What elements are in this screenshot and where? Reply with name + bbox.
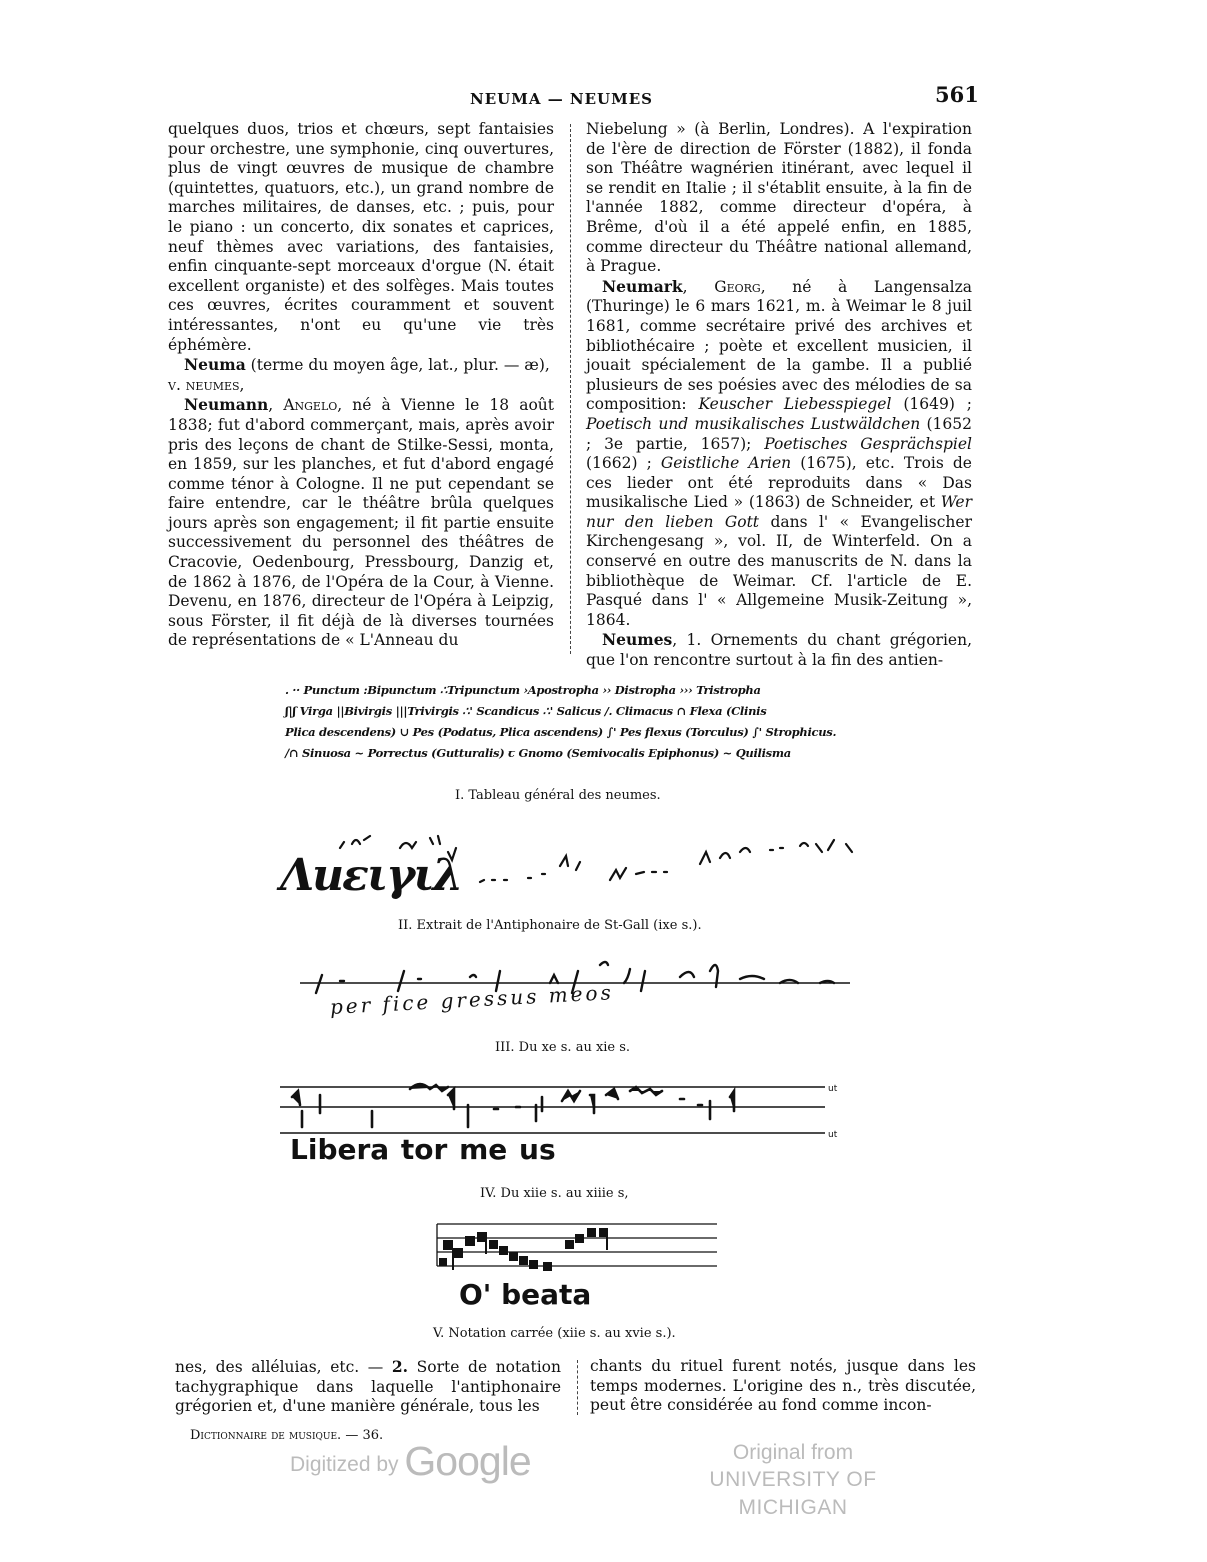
digitized-by-google-watermark: Digitized by Google — [290, 1438, 531, 1484]
entry-head-neuma: Neuma — [184, 355, 246, 375]
st-gall-extract — [280, 830, 880, 910]
column-divider — [577, 1360, 578, 1415]
right-paragraph-continued: Niebelung » (à Berlin, Londres). A l'expiration de l'ère de direction de Förster (1882), il fonda son Théâtre wagnérien itinérant, avec lequel il se rendit en Italie ; il s'établit ensuite, à la fin de l'année 1882, comme directeur d'opéra, à Brême, d'où il a été appelé enfin, en 1885, comme directeur du Théâtre national allemand, à Prague. — [586, 120, 972, 276]
neume-staff-x-xi — [300, 965, 860, 1030]
column-divider — [570, 124, 571, 654]
footer-signature: Dictionnaire de musique. — 36. — [190, 1428, 384, 1443]
figure-caption-4: IV. Du xiie s. au xiiie s, — [480, 1186, 629, 1201]
bottom-right-column: chants du rituel furent notés, jusque dans les temps modernes. L'origine des n., très discutée, peut être considérée au fond comme incon- — [590, 1357, 976, 1415]
entry-head-neumann: Neumann — [184, 395, 269, 415]
running-title: NEUMA — NEUMES — [470, 90, 654, 108]
right-column — [586, 120, 972, 671]
entry-head-neumes: Neumes — [602, 630, 673, 650]
page-number: 561 — [935, 82, 979, 107]
neume-table — [285, 680, 875, 764]
bottom-left-column: nes, des alléluias, etc. — 2. Sorte de notation tachygraphique dans laquelle l'antiphonaire grégorien et, d'une manière générale, tous les — [175, 1357, 561, 1416]
figure-caption-1: I. Tableau général des neumes. — [455, 788, 661, 803]
entry-head-neumark: Neumark — [602, 276, 683, 296]
entry-neuma: Neuma (terme du moyen âge, lat., plur. — æ), v. neumes, — [168, 355, 550, 394]
st-gall-initial-word: Λuειγιλ — [280, 850, 462, 901]
entry-neumann: Neumann, Angelo, né à Vienne le 18 août 1838; fut d'abord commerçant, mais, après avoir pris des leçons de chant de Stilke-Sessi, monta, en 1859, sur les planches, et fut d'abord engagé comme ténor à Cologne. Il ne put cependant se faire entendre, car le théâtre brûla quelques jours après son engagement; il fit partie ensuite successivement du personnel des théâtres de Cracovie, Oedenbourg, Pressbourg, Danzig et, de 1862 à 1876, de l'Opéra de la Cour, à Vienne. Devenu, en 1876, directeur de l'Opéra à Leipzig, sous Förster, il fit déjà de là diverses tournées de représentations de « L'Anneau du — [168, 395, 554, 650]
cross-reference: v. neumes, — [168, 375, 245, 394]
left-column — [168, 120, 554, 651]
left-paragraph-continued: quelques duos, trios et chœurs, sept fantaisies pour orchestre, une symphonie, cinq ouvertures, plus de vingt œuvres de musique de chambre (quintettes, quatuors, etc.), un grand nombre de marches militaires, de danses, etc. ; puis, pour le piano : un concerto, dix sonates et caprices, neuf thèmes avec variations, des fantaisies, enfin cinquante-sept morceaux d'orgue (N. était excellent organiste) et des solfèges. Mais toutes ces œuvres, écrites couramment et souvent intéressantes, n'ont eu qu'une vie très éphémère. — [168, 120, 554, 354]
staff-lyrics: Libera tor me us — [290, 1133, 556, 1166]
google-logo: Google — [404, 1438, 531, 1484]
neume-table-row: . ·· Punctum :Bipunctum ∴Tripunctum ›Apostropha ›› Distropha ››› Tristropha — [285, 683, 761, 697]
square-notation-staff — [437, 1218, 727, 1318]
staff-clef-mark: ut — [828, 1084, 838, 1094]
staff-lyrics: per fice gressus meos — [329, 980, 615, 1019]
neume-table-row: ∕∩ Sinuosa ~ Porrectus (Gutturalis) ꞇ Gnomo (Semivocalis Epiphonus) ~ Quilisma — [285, 746, 791, 760]
entry-neumark: Neumark, Georg, né à Langensalza (Thuringe) le 6 mars 1621, m. à Weimar le 8 juil 1681, comme secrétaire privé des archives et bibliothécaire ; poète et excellent musicien, il jouait spécialement de la gambe. Il a publié plusieurs de ses poésies avec des mélodies de sa composition: Keuscher Liebesspiegel (1649) ; Poetisch und musikalisches Lustwäldchen (1652 ; 3e partie, 1657); Poetisches Gesprächspiel (1662) ; Geistliche Arien (1675), etc. Trois de ces lieder ont été reproduits dans « Das musikalische Lied » (1863) de Schneider, et Wer nur den lieben Gott dans l' « Evangelischer Kirchengesang », vol. II, de Winterfeld. On a conservé en outre des manuscrits de N. dans la bibliothèque de Weimar. Cf. l'article de E. Pasqué dans l' « Allgemeine Musik-Zeitung », 1864. — [586, 276, 973, 629]
figure-caption-3: III. Du xe s. au xie s. — [495, 1040, 631, 1055]
entry-neumes: Neumes, 1. Ornements du chant grégorien, que l'on rencontre surtout à la fin des antien- — [586, 630, 972, 670]
staff-clef-mark: ut — [828, 1130, 838, 1140]
neume-table-row: Plica descendens) ∪ Pes (Podatus, Plica ascendens) ∫' Pes flexus (Torculus) ∫' Strophicus. — [285, 725, 837, 739]
original-from-watermark: Original from UNIVERSITY OF MICHIGAN — [709, 1441, 877, 1519]
figure-caption-5: V. Notation carrée (xiie s. au xvie s.). — [433, 1326, 676, 1341]
figure-caption-2: II. Extrait de l'Antiphonaire de St-Gall (ixe s.). — [398, 918, 702, 933]
neume-staff-xii-xiii — [280, 1075, 860, 1175]
neume-table-row: ʃ|ʃ Virga ||Bivirgis |||Trivirgis ∴' Scandicus ∴' Salicus /. Climacus ∩ Flexa (Clinis — [285, 704, 767, 718]
staff-lyrics: O' beata — [459, 1278, 592, 1311]
